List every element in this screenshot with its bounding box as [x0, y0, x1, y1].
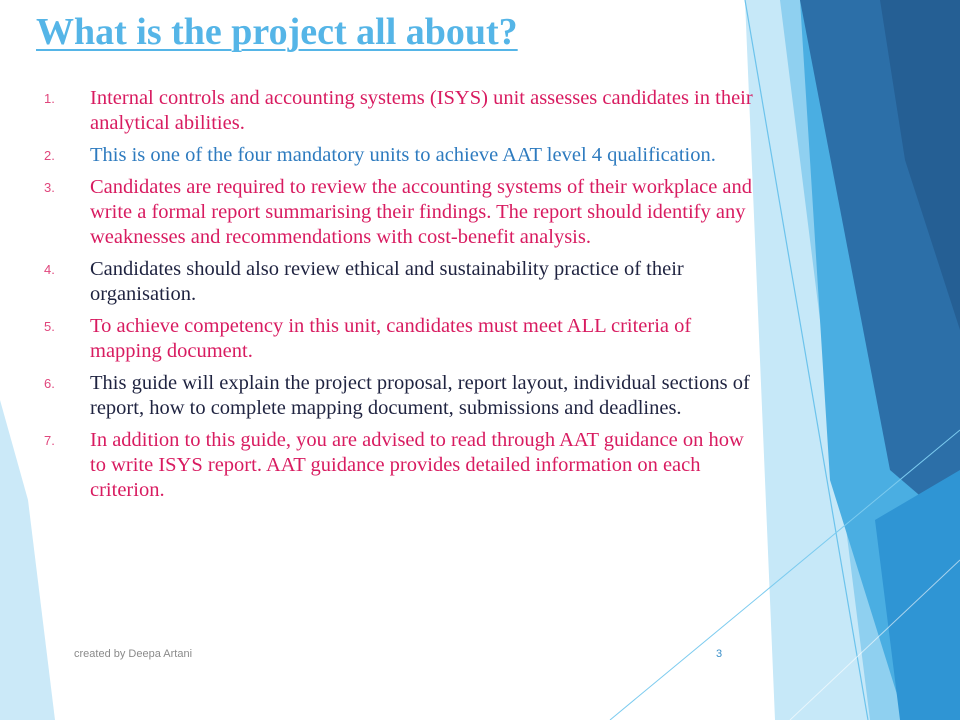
list-item: [44, 86, 760, 136]
footer-author: created by Deepa Artani: [74, 648, 193, 660]
item-text: Candidates are required to review the accounting systems of their workplace and write a formal report summarising their findings. The report should identify any weaknesses and recommendations with cost-benefit analysis.: [90, 176, 753, 248]
item-text: This is one of the four mandatory units to achieve AAT level 4 qualification.: [90, 144, 716, 166]
list-item: [44, 257, 760, 307]
item-text: This guide will explain the project proposal, report layout, individual sections of report, how to complete mapping document, submissions and deadlines.: [90, 372, 750, 419]
item-number: 2.: [44, 148, 55, 163]
list-item: [44, 428, 760, 503]
list-item: [44, 314, 760, 364]
item-number: 3.: [44, 180, 55, 195]
item-text: To achieve competency in this unit, candidates must meet ALL criteria of mapping document.: [90, 315, 692, 362]
item-number: 7.: [44, 433, 55, 448]
item-text: In addition to this guide, you are advised to read through AAT guidance on how to write ISYS report. AAT guidance provides detailed information on each criterion.: [90, 429, 744, 501]
page-number: 3: [716, 648, 723, 660]
item-number: 4.: [44, 262, 55, 277]
item-number: 6.: [44, 376, 55, 391]
slide-title: What is the project all about?: [36, 11, 518, 53]
bullet-list: [44, 86, 760, 510]
item-number: 5.: [44, 319, 55, 334]
list-item: [44, 143, 760, 168]
item-text: Internal controls and accounting systems (ISYS) unit assesses candidates in their analytical abilities.: [90, 87, 753, 134]
list-item: [44, 371, 760, 421]
item-number: 1.: [44, 91, 55, 106]
list-item: [44, 175, 760, 250]
item-text: Candidates should also review ethical and sustainability practice of their organisation.: [90, 258, 684, 305]
